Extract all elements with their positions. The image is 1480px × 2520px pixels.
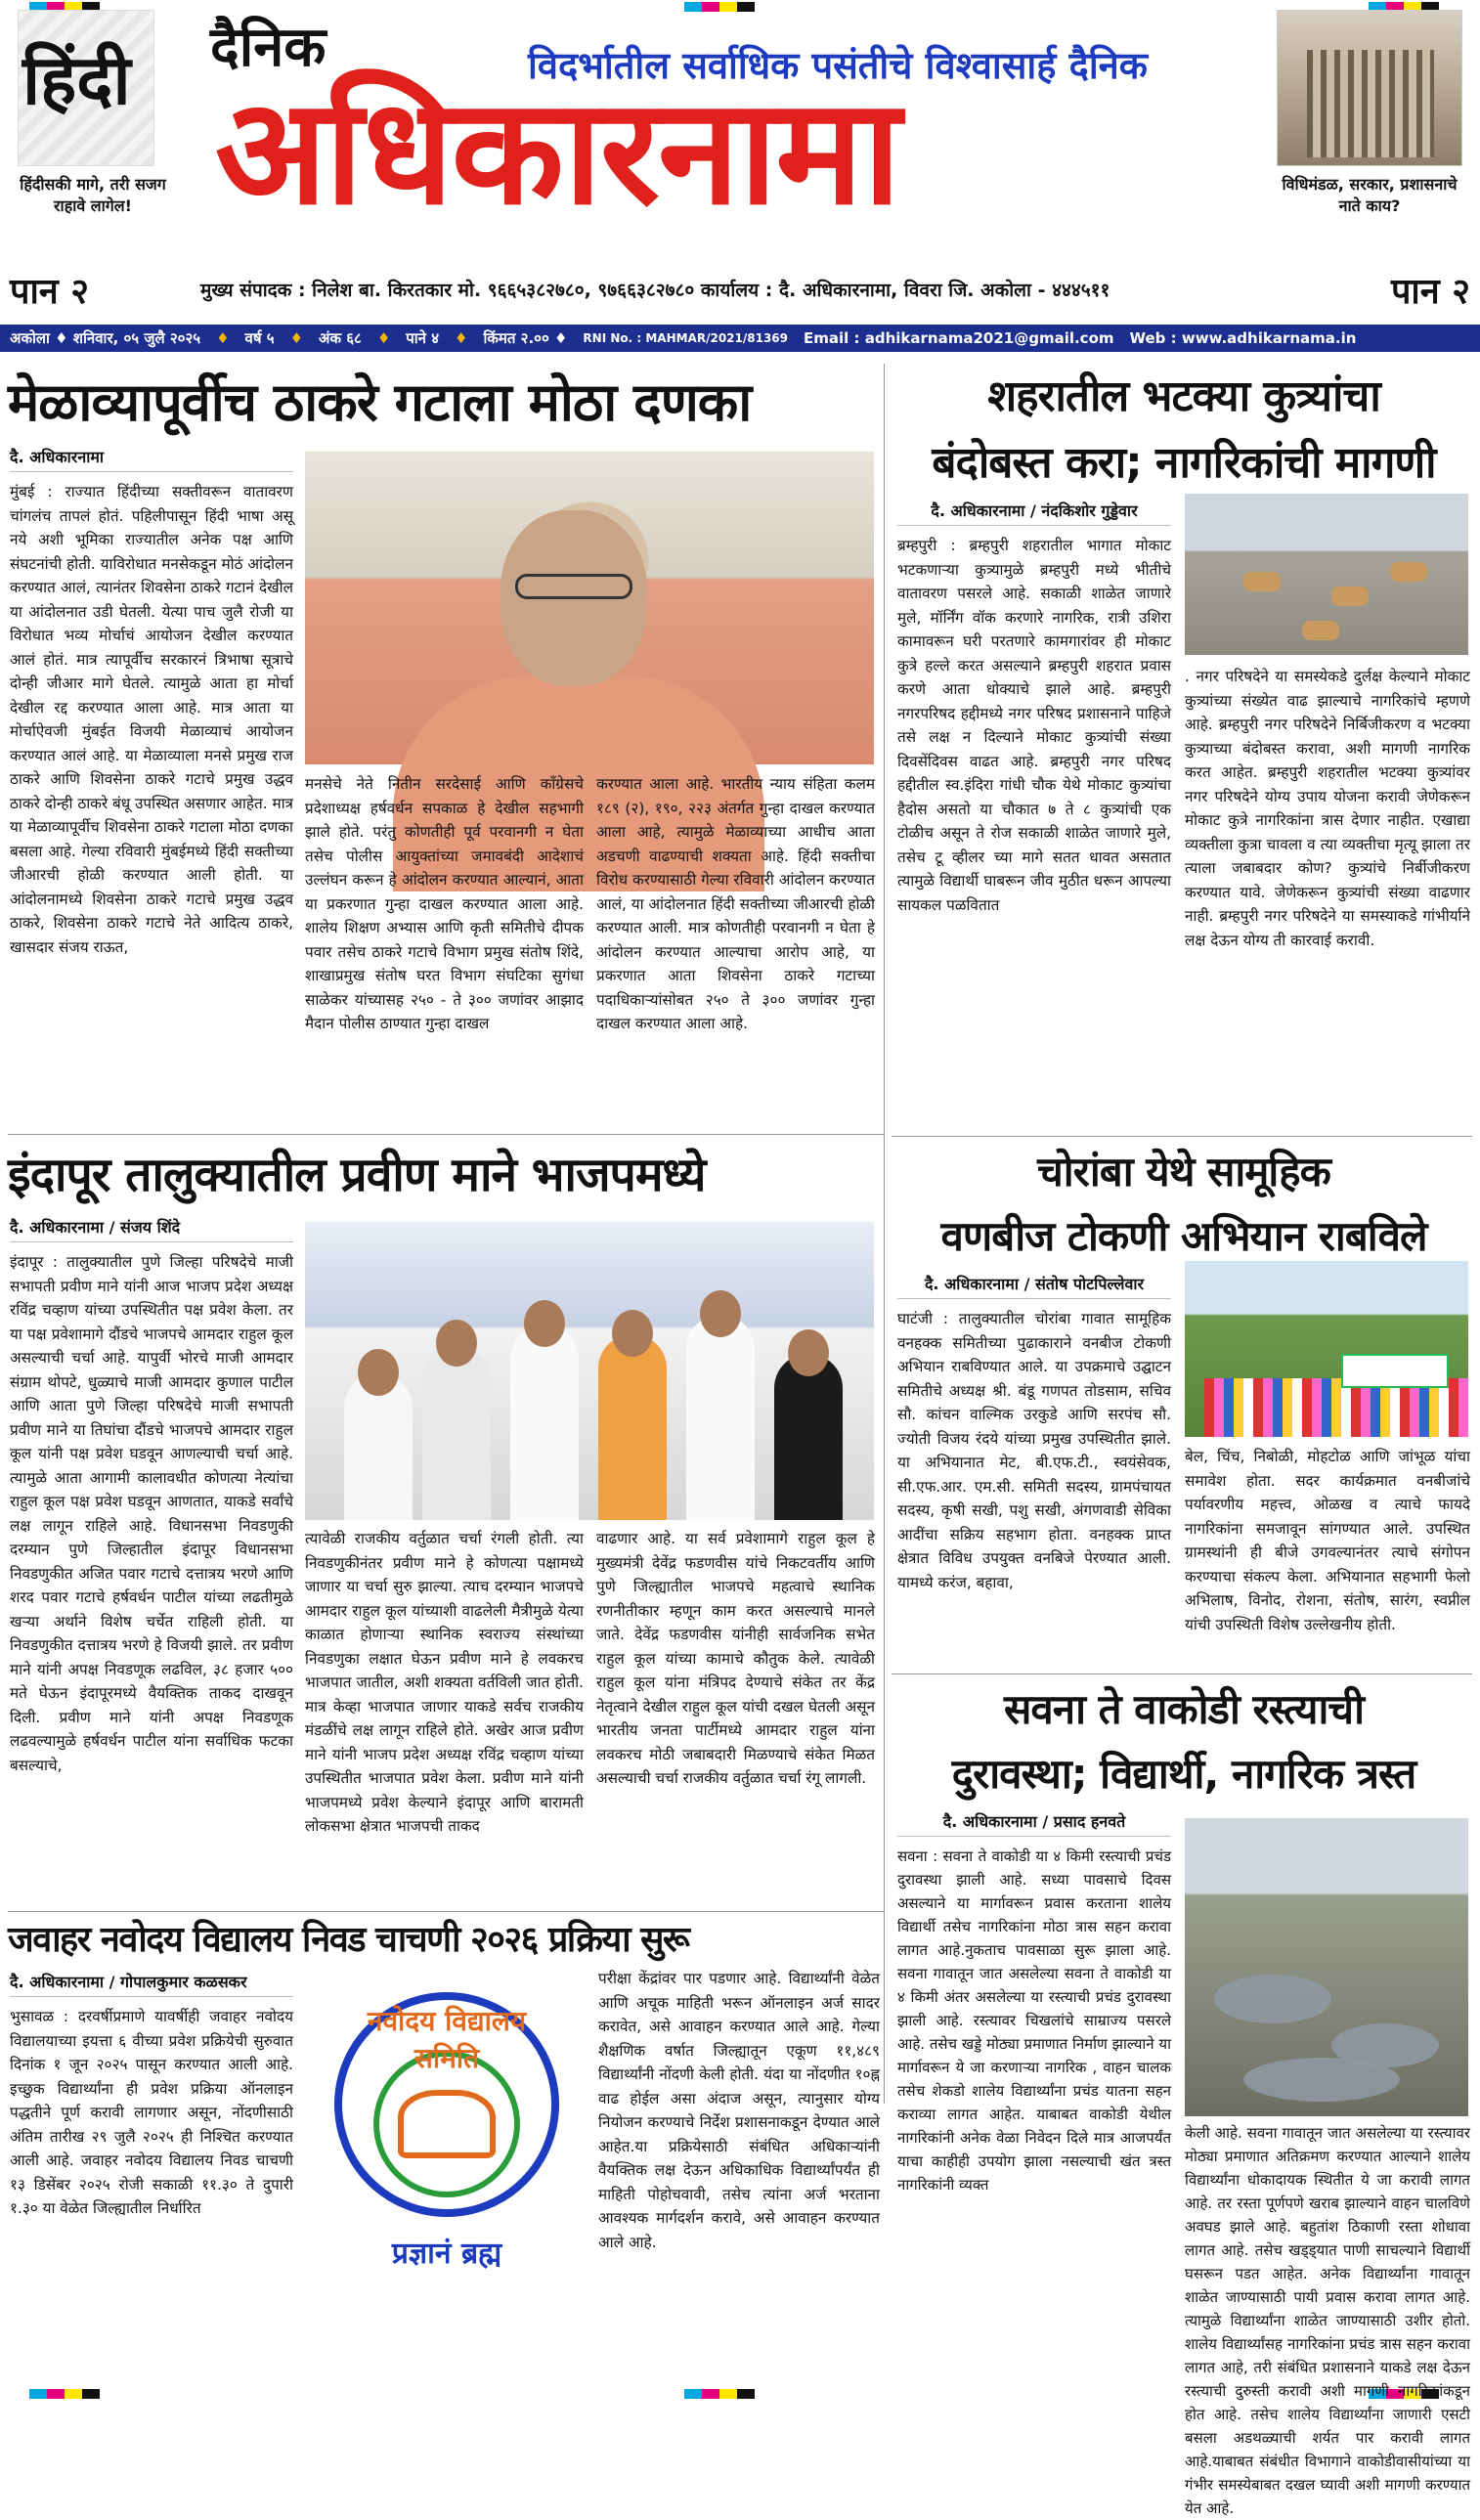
byline: दै. अधिकारनामा / संतोष पोटपिल्लेवार bbox=[897, 1267, 1171, 1299]
article-indapur-col3 bbox=[596, 1527, 875, 1791]
byline: दै. अधिकारनामा / प्रसाद हनवते bbox=[897, 1804, 1171, 1837]
damaged-road-photo bbox=[1185, 1818, 1468, 2116]
article-navodaya bbox=[8, 1914, 888, 1962]
star-icon: ♦ bbox=[455, 329, 468, 347]
article-choramba-col2 bbox=[1185, 1445, 1470, 1636]
editor-line: मुख्य संपादक : निलेश बा. किरतकार मो. ९६६५३८२७८०, ९७६६३८२७८० कार्यालय : दै. अधिकारनामा, विवरा जि. अकोला - ४४४५११ bbox=[200, 280, 1110, 301]
article-navodaya-col2 bbox=[598, 1967, 880, 2387]
section-divider bbox=[892, 1136, 1472, 1137]
section-divider bbox=[8, 1134, 884, 1135]
page-number-left: पान २ bbox=[10, 272, 90, 312]
email[interactable]: Email : adhikarnama2021@gmail.com bbox=[804, 329, 1114, 347]
article-body: केली आहे. सवना गावातून जात असलेल्या या रस्त्यावर मोठ्या प्रमाणात अतिक्रमण करण्यात आल्याने शालेय विद्यार्थ्यांना धोकादायक स्थितीत ये जा करावी लागत आहे. तर रस्ता पूर्णपणे खराब झाल्याने वाहन चालविणे अवघड झाले आहे. बहुतांश ठिकाणी रस्ता शोधावा लागत आहे. तसेच खड्ड्यात पाणी साचल्याने विद्यार्थी घसरून पडत आहेत. अनेक विद्यार्थ्यांना गावातून शाळेत जाण्यासाठी पायी प्रवास करावा लागत आहे. त्यामुळे विद्यार्थ्यांना शाळेत जाण्यासाठी उशीर होतो. शालेय विद्यार्थ्यांसह नागरिकांना प्रचंड त्रास सहन करावा लागत आहे, तरी संबंधित प्रशासनाने याकडे लक्ष देऊन रस्त्याची दुरुस्ती करावी अशी मागणी नागरिकांकडून होत आहे. तसेच शालेय विद्यार्थ्यांना जाणारी एसटी बसला अडथळ्याची शर्यत पार करावी लागत आहे.याबाबत संबंधीत विभागाने वाकोडीवासीयांच्या या गंभीर समस्येबाबत दखल घ्यावी अशी मागणी करण्यात येत आहे. bbox=[1185, 2124, 1470, 2517]
article-body: मनसेचे नेते नितीन सरदेसाई आणि काँग्रेसचे प्रदेशाध्यक्ष हर्षवर्धन सपकाळ हे देखील सहभागी झाले होते. परंतु कोणतीही पूर्व परवानगी न घेता तसेच पोलीस आयुक्तांच्या जमावबंदी आदेशाचं उल्लंघन करून हे आंदोलन करण्यात आल्यानं, आता या प्रकरणात गुन्हा दाखल करण्यात आला आहे. शालेय शिक्षण अभ्यास आणि कृती समितीचे दीपक पवार तसेच ठाकरे गटाचे विभाग प्रमुख संतोष शिंदे, शाखाप्रमुख संतोष घरत विभाग संघटिका सुगंधा साळेकर यांच्यासह २५० - ते ३०० जणांवर आझाद मैदान पोलीस ठाण्यात गुन्हा दाखल bbox=[305, 775, 584, 1032]
article-dogs bbox=[895, 364, 1472, 497]
info-bar bbox=[0, 325, 1480, 352]
masthead bbox=[0, 0, 1480, 352]
building-thumbnail bbox=[1277, 10, 1462, 166]
place-date: अकोला ♦ शनिवार, ०५ जुलै २०२५ bbox=[10, 329, 201, 347]
article-body: ब्रम्हपुरी : ब्रम्हपुरी शहरातील भागात मोकाट भटकणाऱ्या कुत्र्यामुळे ब्रम्हपुरी मध्ये भीतीचे वातावरण पसरले आहे. सकाळी शाळेत जाणारे मुले, मॉर्निंग वॉक करणारे नागरिक, रात्री उशिरा कामावरून घरी परतणारे कामगारांवर ही मोकाट कुत्रे हल्ले करत असल्याने ब्रम्हपुरी शहरात प्रवास करणे आता धोक्याचे झाले आहे. ब्रम्हपुरी नगरपरिषद हद्दीमध्ये नगर परिषद प्रशासनाने पाहिजे तसे लक्ष न दिल्याने मोकाट कुत्र्यांची संख्या दिवसेंदिवस वाढत आहे. ब्रम्हपुरी नगर परिषद हद्दीतील स्व.इंदिरा गांधी चौक येथे मोकाट कुत्र्यांचा हैदोस असतो या चौकात ७ ते ८ कुत्र्यांची एक टोळीच असून ते रोज सकाळी शाळेत जाणारे मुले, तसेच टू व्हीलर च्या मागे सतत धावत असतात त्यामुळे विद्यार्थी घाबरून जीव मुठीत धरून आपल्या सायकल पळवितात bbox=[897, 537, 1171, 914]
column-divider bbox=[884, 364, 885, 2104]
article-body: मुंबई : राज्यात हिंदीच्या सक्तीवरून वातावरण चांगलंच तापलं होतं. पहिलीपासून हिंदी भाषा असू नये अशी भूमिका राज्यातील अनेक पक्ष आणि संघटनांची होती. याविरोधात मनसेकडून मोठं आंदोलन करण्यात आलं, त्यानंतर शिवसेना ठाकरे गटानं देखील या आंदोलनात उडी घेतली. येत्या पाच जुलै रोजी या विरोधात भव्य मोर्चाचं आयोजन देखील करण्यात आलं होतं. मात्र त्यापूर्वीच सरकारनं त्रिभाषा सूत्राचे दोन्ही जीआर मागे घेतले. त्यामुळे आता हा मोर्चा देखील रद्द करण्यात आला आहे. मात्र आता या मोर्चाऐवजी मुंबईत विजयी मेळाव्याचं आयोजन करण्यात आलं आहे. या मेळाव्याला मनसे प्रमुख राज ठाकरे आणि शिवसेना ठाकरे गटाचे प्रमुख उद्धव ठाकरे दोन्ही ठाकरे बंधू उपस्थित असणार आहेत. मात्र या मेळाव्यापूर्वीच शिवसेना ठाकरे गटाला मोठा दणका बसला आहे. गेल्या रविवारी मुंबईमध्ये हिंदी सक्तीच्या जीआरची होळी करण्यात आली होती. या आंदोलनामध्ये शिवसेना ठाकरे गटाचे प्रमुख उद्धव ठाकरे, शिवसेना ठाकरे गटाचे नेते आदित्य ठाकरे, खासदार संजय राऊत, bbox=[10, 483, 293, 956]
hindi-thumbnail bbox=[18, 10, 154, 166]
newspaper-title: अधिकारनामा bbox=[215, 65, 899, 238]
byline: दै. अधिकारनामा / संजय शिंदे bbox=[10, 1210, 293, 1242]
right-teaser: विधिमंडळ, सरकार, प्रशासनाचे नाते काय? bbox=[1282, 175, 1458, 215]
article-body: घाटंजी : तालुक्यातील चोरांबा गावात सामूहिक वनहक्क समितीच्या पुढाकाराने वनबीज टोकणी अभियान राबविण्यात आले. या उपक्रमाचे उद्घाटन समितीचे अध्यक्ष श्री. बंडू गणपत तोडसाम, सचिव सौ. कांचन वाल्मिक उरकुडे आणि सरपंच सौ. ज्योती विजय रंदये यांच्या प्रमुख उपस्थितीत झाले. या अभियानात मेट, बी.एफ.टी., स्वयंसेवक, सी.एफ.आर. एम.सी. समिती सदस्य, ग्रामपंचायत सदस्य, कृषी सखी, पशु सखी, अंगणवाडी सेविका आदींचा सक्रिय सहभाग होता. वनहक्क प्राप्त क्षेत्रात विविध उपयुक्त वनबिजे पेरण्यात आली. यामध्ये करंज, बहावा, bbox=[897, 1310, 1171, 1591]
article-body: इंदापूर : तालुक्यातील पुणे जिल्हा परिषदेचे माजी सभापती प्रवीण माने यांनी आज भाजप प्रदेश अध्यक्ष रविंद्र चव्हाण यांच्या उपस्थितीत पक्ष प्रवेश केला. तर या पक्ष प्रवेशामागे दौंडचे भाजपचे आमदार राहुल कूल असल्याची चर्चा आहे. यापुर्वी भोरचे माजी आमदार संग्राम थोपटे, धुळ्याचे माजी आमदार कुणाल पाटील आणि आता पुणे जिल्हा परिषदेचे माजी सभापती प्रवीण माने या तिघांचा दौंडचे भाजपचे आमदार राहुल कूल यांनी पक्ष प्रवेश घडवून आणल्याची चर्चा आहे. त्यामुळे आता आगामी कालावधीत कोणत्या नेत्यांचा राहुल कूल पक्ष प्रवेश घडवून आणतात, याकडे सर्वांचे लक्ष लागून राहिले आहे. विधानसभा निवडणुकी दरम्यान पुणे जिल्हातील इंदापूर विधानसभा निवडणुकीत अजित पवार गटाचे दत्तात्रय भरणे आणि शरद पवार गटाचे हर्षवर्धन पाटील यांच्या लढतीमुळे खऱ्या अर्थाने विशेष चर्चेत राहिली होती. या निवडणुकीत दत्तात्रय भरणे हे विजयी झाले. तर प्रवीण माने यांनी अपक्ष निवडणूक लढविल, ३८ हजार ५०० मते घेऊन इंदापूरमध्ये वैयक्तिक ताकद दाखवून दिली. प्रवीण माने यांनी अपक्ष निवडणूक लढवल्यामुळे हर्षवर्धन पाटील यांना सर्वाधिक फटका बसल्याचे, bbox=[10, 1253, 293, 1774]
article-dogs-col1 bbox=[897, 494, 1171, 917]
seed-campaign-photo bbox=[1185, 1261, 1468, 1437]
headline: शहरातील भटक्या कुत्र्यांचा bbox=[987, 371, 1380, 421]
article-navodaya-col1 bbox=[10, 1965, 293, 2385]
article-indapur-col2 bbox=[305, 1527, 584, 1839]
article-body: . नगर परिषदेने या समस्येकडे दुर्लक्ष केल्याने मोकाट कुत्र्यांच्या संख्येत वाढ झाल्याचे नागरिकांचे म्हणणे आहे. ब्रम्हपुरी नगर परिषदेने निर्बिजीकरण व भटक्या कुत्र्याच्या बंदोबस्त करावा, अशी मागणी नागरिक करत आहेत. ब्रम्हपुरी शहरातील भटक्या कुत्र्यांवर नगर परिषदेने योग्य उपाय योजना करावी जेणेकरून मोकाट कुत्रे नागरिकांना त्रास देणार नाहीत. एखाद्या व्यक्तीला कुत्रा चावला व त्या व्यक्तीचा मृत्यू झाला तर त्याला जबाबदार कोण? कुत्र्यांचे निर्बीजीकरण करण्यात यावे. जेणेकरून कुत्र्यांची संख्या वाढणार नाही. ब्रम्हपुरी नगर परिषदेने या समस्याकडे गांभीर्याने लक्ष देऊन योग्य ती कारवाई करावी. bbox=[1185, 668, 1470, 949]
article-thackeray-col3 bbox=[596, 772, 875, 1036]
article-body: करण्यात आला आहे. भारतीय न्याय संहिता कलम १८९ (२), १९०, २२३ अंतर्गत गुन्हा दाखल करण्यात आला आहे, त्यामुळे मेळाव्याच्या आधीच आता अडचणी वाढण्याची शक्यता आहे. हिंदी सक्तीचा विरोध करण्यासाठी गेल्या रविवारी आंदोलन करण्यात आलं, या आंदोलनात हिंदी सक्तीच्या जीआरची होळी करण्यात आली. मात्र कोणतीही परवानगी न घेता हे आंदोलन करण्यात आल्याचा आरोप आहे, या प्रकरणात आता शिवसेना ठाकरे गटाच्या पदाधिकाऱ्यांसोबत २५० ते ३०० जणांवर गुन्हा दाखल करण्यात आला आहे. bbox=[596, 775, 875, 1032]
issue: अंक ६८ bbox=[319, 329, 362, 347]
stray-dogs-photo bbox=[1185, 494, 1468, 655]
article-body: वाढणार आहे. या सर्व प्रवेशामागे राहुल कूल हे मुख्यमंत्री देवेंद्र फडणवीस यांचे निकटवर्तीय आणि पुणे जिल्ह्यातील भाजपचे महत्वाचे स्थानिक रणनीतीकार म्हणून काम करत असल्याचे मानले जाते. देवेंद्र फडणवीस यांनीही सार्वजनिक सभेत राहुल कूल यांच्या कामाचे कौतुक केले. त्यावेळी राहुल कूल यांना मंत्रिपद देण्याचे संकेत तर केंद्र नेतृत्वाने देखील राहुल कूल यांची दखल घेतली असून भारतीय जनता पार्टीमध्ये आमदार राहुल यांना लवकरच मोठी जबाबदारी मिळण्याचे संकेत मिळत असल्याची चर्चा राजकीय वर्तुळात चर्चा रंगू लागली. bbox=[596, 1530, 875, 1787]
navodaya-logo bbox=[305, 1973, 588, 2354]
uddhav-photo bbox=[305, 452, 874, 764]
byline: दै. अधिकारनामा / नंदकिशोर गुड्डेवार bbox=[897, 494, 1171, 526]
article-thackeray-col2 bbox=[305, 772, 584, 1036]
website[interactable]: Web : www.adhikarnama.in bbox=[1129, 329, 1357, 347]
left-teaser: हिंदीसकी मागे, तरी सजग राहावे लागेल! bbox=[20, 175, 166, 215]
star-icon: ♦ bbox=[376, 329, 391, 347]
bjp-induction-photo bbox=[305, 1222, 874, 1520]
article-body: परीक्षा केंद्रांवर पार पडणार आहे. विद्यार्थ्यांनी वेळेत आणि अचूक माहिती भरून ऑनलाइन अर्ज सादर करावेत, असे आवाहन करण्यात आले आहे. गेल्या शैक्षणिक वर्षात जिल्ह्यातून एकूण ११,४८९ विद्यार्थ्यांनी नोंदणी केली होती. यंदा या नोंदणीत १०ह्न वाढ होईल असा अंदाज असून, त्यानुसार योग्य नियोजन करण्याचे निर्देश प्रशासनाकडून देण्यात आले आहेत.या प्रक्रियेसाठी संबंधित अधिकाऱ्यांनी वैयक्तिक लक्ष देऊन अधिकाधिक विद्यार्थ्यांपर्यंत ही माहिती पोहोचवावी, तसेच त्यांना अर्ज भरताना आवश्यक मार्गदर्शन करावे, असे आवाहन करण्यात आले आहे. bbox=[598, 1970, 880, 2251]
article-road bbox=[895, 1677, 1472, 1806]
registration-marks bbox=[684, 2389, 755, 2399]
headline: चोरांबा येथे सामूहिक bbox=[1037, 1148, 1330, 1195]
article-body: त्यावेळी राजकीय वर्तुळात चर्चा रंगली होती. त्या निवडणुकीनंतर प्रवीण माने हे कोणत्या पक्षामध्ये जाणार या चर्चा सुरु झाल्या. त्याच दरम्यान भाजपचे आमदार राहुल कूल यांच्याशी वाढलेली मैत्रीमुळे येत्या काळात होणाऱ्या स्थानिक स्वराज्य संस्थांच्या निवडणुका लक्षात घेऊन प्रवीण माने हे लवकरच भाजपात जातील, अशी शक्यता वर्तविली जात होती. मात्र केव्हा भाजपात जाणार याकडे सर्वच राजकीय मंडळींचे लक्ष लागून राहिले होते. अखेर आज प्रवीण माने यांनी भाजप प्रदेश अध्यक्ष रविंद्र चव्हाण यांच्या उपस्थितीत भाजपात प्रवेश केला. प्रवीण माने यांनी भाजपमध्ये प्रवेश केल्याने इंदापूर आणि बारामती लोकसभा क्षेत्रात भाजपची ताकद bbox=[305, 1530, 584, 1835]
hindi-thumbnail-text: हिंदी bbox=[22, 39, 131, 120]
article-choramba-col1 bbox=[897, 1267, 1171, 1594]
rni: RNI No. : MAHMAR/2021/81369 bbox=[583, 331, 788, 345]
byline: दै. अधिकारनामा bbox=[10, 440, 293, 472]
star-icon: ♦ bbox=[216, 329, 230, 347]
registration-marks bbox=[29, 2389, 100, 2399]
article-body: भुसावळ : दरवर्षीप्रमाणे यावर्षीही जवाहर नवोदय विद्यालयाच्या इयत्ता ६ वीच्या प्रवेश प्रक्रियेची सुरुवात दिनांक १ जून २०२५ पासून करण्यात आली आहे. इच्छुक विद्यार्थ्यांना ही प्रवेश प्रक्रिया ऑनलाइन पद्धतीने पूर्ण करावी लागणार असून, नोंदणीसाठी अंतिम तारीख २९ जुलै २०२५ ही निश्चित करण्यात आली आहे. जवाहर नवोदय विद्यालय निवड चाचणी १३ डिसेंबर २०२५ रोजी सकाळी ११.३० ते दुपारी १.३० या वेळेत जिल्ह्यातील निर्धारित bbox=[10, 2008, 293, 2217]
logo-motto: प्रज्ञानं ब्रह्म bbox=[391, 2237, 502, 2271]
article-indapur bbox=[8, 1142, 888, 1205]
headline: वणबीज टोकणी अभियान राबविले bbox=[940, 1212, 1427, 1260]
page-number-right: पान २ bbox=[1390, 272, 1470, 312]
article-road-col1 bbox=[897, 1804, 1171, 2196]
dainik-label: दैनिक bbox=[210, 15, 326, 79]
article-body: बेल, चिंच, निबोळी, मोहटोळ आणि जांभूळ यांचा समावेश होता. सदर कार्यक्रमात वनबीजांचे पर्यावरणीय महत्त्व, ओळख व त्याचे फायदे नागरिकांना समजावून सांगण्यात आले. उपस्थित ग्रामस्थांनी ही बीजे उगवल्यानंतर त्याचे संगोपन करण्याचा संकल्प केला. अभियानात सहभागी फेलो अभिलाष, विनोद, रोशना, संतोष, सारंग, स्वप्नील यांची उपस्थिती विशेष उल्लेखनीय होती. bbox=[1185, 1448, 1470, 1633]
headline: जवाहर नवोदय विद्यालय निवड चाचणी २०२६ प्रक्रिया सुरू bbox=[8, 1920, 689, 1960]
article-thackeray-col1 bbox=[10, 440, 293, 959]
section-divider bbox=[8, 1911, 884, 1912]
headline: मेळाव्यापूर्वीच ठाकरे गटाला मोठा दणका bbox=[8, 371, 752, 433]
headline: इंदापूर तालुक्यातील प्रवीण माने भाजपमध्ये bbox=[8, 1148, 706, 1202]
article-dogs-col2 bbox=[1185, 665, 1470, 952]
slogan: विदर्भातील सर्वाधिक पसंतीचे विश्वासार्ह दैनिक bbox=[528, 44, 1148, 87]
headline: बंदोबस्त करा; नागरिकांची मागणी bbox=[932, 438, 1436, 488]
article-indapur-col1 bbox=[10, 1210, 293, 1777]
article-road-col2 bbox=[1185, 2121, 1470, 2517]
section-divider bbox=[892, 1673, 1472, 1674]
article-thackeray bbox=[8, 364, 888, 436]
logo-arc-text: नवोदय विद्यालय समिति bbox=[367, 2005, 527, 2074]
headline: दुरावस्था; विद्यार्थी, नागरिक त्रस्त bbox=[951, 1750, 1416, 1798]
article-choramba bbox=[895, 1140, 1472, 1269]
article-body: सवना : सवना ते वाकोडी या ४ किमी रस्त्याची प्रचंड दुरावस्था झाली आहे. सध्या पावसाचे दिवस असल्याने या मार्गावरून प्रवास करताना शालेय विद्यार्थी तसेच नागरिकांना मोठा त्रास सहन करावा लागत आहे.नुकताच पावसाळा सुरू झाला आहे. सवना गावातून जात असलेल्या सवना ते वाकोडी या ४ किमी अंतर असलेल्या या रस्त्याची प्रचंड दुरावस्था झाली आहे. रस्त्यावर चिखलांचे साम्राज्य पसरले आहे. तसेच खड्डे मोठ्या प्रमाणात निर्माण झाल्याने या मार्गावरून ये जा करणाऱ्या नागरिक , वाहन चालक तसेच शेकडो शालेय विद्यार्थ्यांना प्रचंड यातना सहन कराव्या लागत आहेत. याबाबत वाकोडी येथील नागरिकांनी अनेक वेळा निवेदन दिले मात्र आजपर्यंत याचा काहीही उपयोग झाला नसल्याची खंत त्रस्त नागरिकांनी व्यक्त bbox=[897, 1847, 1171, 2194]
pages: पाने ४ bbox=[406, 329, 440, 347]
star-icon: ♦ bbox=[289, 329, 304, 347]
year: वर्ष ५ bbox=[244, 329, 275, 347]
price: किंमत २.०० ♦ bbox=[483, 329, 568, 347]
headline: सवना ते वाकोडी रस्त्याची bbox=[1004, 1685, 1364, 1733]
byline: दै. अधिकारनामा / गोपालकुमार कळसकर bbox=[10, 1965, 293, 1997]
